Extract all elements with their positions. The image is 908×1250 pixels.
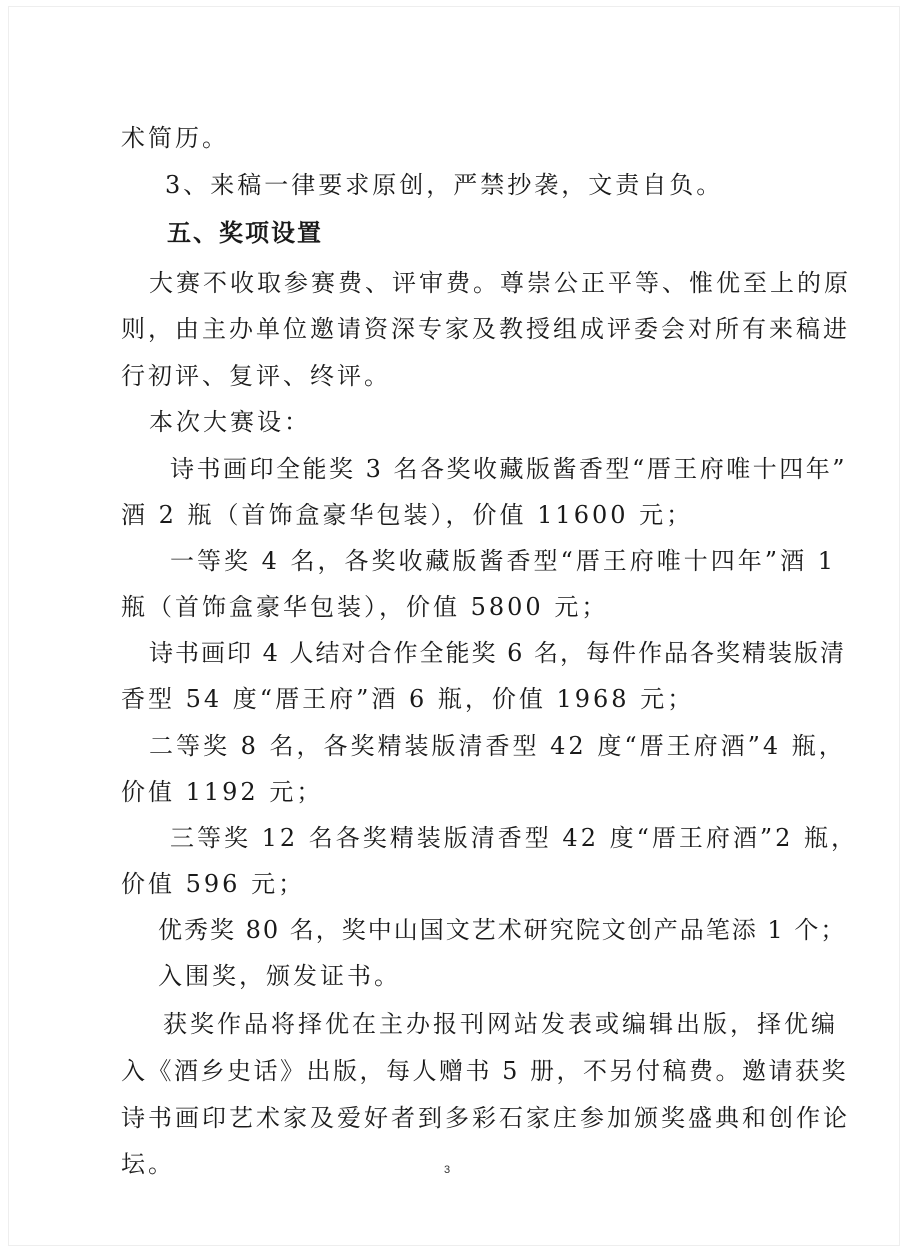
- text-line: 行初评、复评、终评。: [121, 362, 391, 390]
- text-line: 获奖作品将择优在主办报刊网站发表或编辑出版，择优编: [163, 1010, 838, 1038]
- text-line: 二等奖 8 名，各奖精装版清香型 42 度“厝王府酒”4 瓶，: [149, 732, 846, 760]
- text-line: 价值 1192 元；: [121, 778, 324, 806]
- text-line: 坛。: [121, 1150, 175, 1178]
- text-line: 酒 2 瓶（首饰盒豪华包装），价值 11600 元；: [121, 501, 694, 529]
- text-line: 瓶（首饰盒豪华包装），价值 5800 元；: [121, 593, 609, 621]
- text-line: 入围奖，颁发证书。: [158, 962, 401, 990]
- text-line: 香型 54 度“厝王府”酒 6 瓶，价值 1968 元；: [121, 685, 695, 713]
- text-line: 3、来稿一律要求原创，严禁抄袭，文责自负。: [165, 171, 724, 199]
- text-line: 入《酒乡史话》出版，每人赠书 5 册，不另付稿费。邀请获奖: [121, 1057, 849, 1085]
- text-line: 术简历。: [121, 124, 229, 152]
- text-line: 一等奖 4 名，各奖收藏版酱香型“厝王府唯十四年”酒 1: [170, 547, 836, 575]
- text-line: 三等奖 12 名各奖精装版清香型 42 度“厝王府酒”2 瓶，: [170, 824, 859, 852]
- text-line: 诗书画印艺术家及爱好者到多彩石家庄参加颁奖盛典和创作论: [121, 1104, 850, 1132]
- text-line: 大赛不收取参赛费、评审费。尊崇公正平等、惟优至上的原: [149, 269, 851, 297]
- text-line: 本次大赛设：: [149, 408, 311, 436]
- text-line: 诗书画印全能奖 3 名各奖收藏版酱香型“厝王府唯十四年”: [170, 455, 848, 483]
- text-line: 价值 596 元；: [121, 870, 306, 898]
- section-heading: 五、奖项设置: [167, 219, 323, 247]
- text-line: 优秀奖 80 名，奖中山国文艺术研究院文创产品笔添 1 个；: [158, 916, 847, 944]
- page-number: 3: [444, 1164, 451, 1176]
- text-line: 诗书画印 4 人结对合作全能奖 6 名，每件作品各奖精装版清: [149, 639, 847, 667]
- text-line: 则，由主办单位邀请资深专家及教授组成评委会对所有来稿进: [121, 315, 850, 343]
